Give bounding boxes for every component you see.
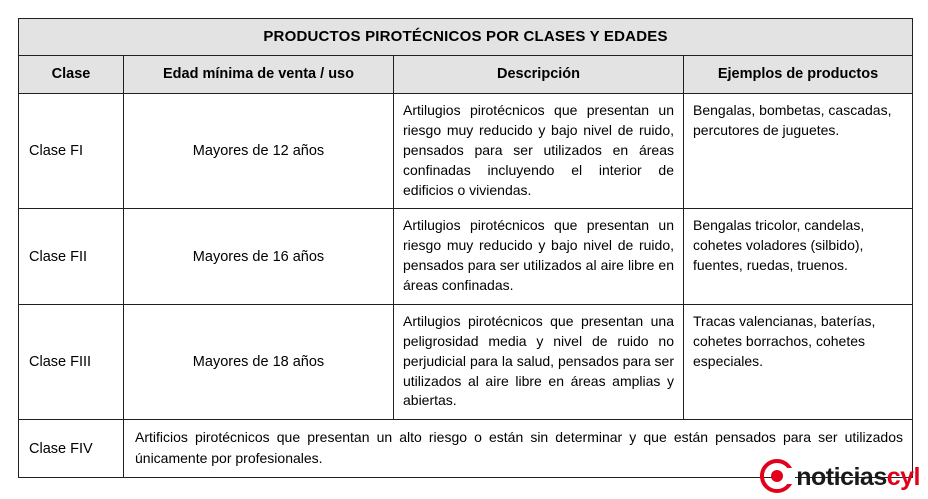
column-header-descripcion: Descripción	[394, 56, 684, 94]
watermark-name: noticias	[796, 462, 887, 491]
watermark-suffix: cyl	[886, 462, 920, 491]
table-row	[19, 420, 913, 478]
cell-descripcion: Artilugios pirotécnicos que presentan un riesgo muy reducido y bajo nivel de ruido, pensados para ser utilizados al aire libre en áreas confinadas.	[394, 209, 684, 305]
column-header-clase: Clase	[19, 56, 124, 94]
cell-descripcion: Artilugios pirotécnicos que presentan un riesgo muy reducido y bajo nivel de ruido, pensados para ser utilizados en áreas confinadas incluyendo el interior de edificios o viviendas.	[394, 94, 684, 209]
cell-clase: Clase FIII	[19, 304, 124, 419]
cell-ejemplos: Bengalas, bombetas, cascadas, percutores de juguetes.	[684, 94, 913, 209]
table-row	[19, 94, 913, 209]
table-header-row	[19, 56, 913, 94]
table-title-row	[19, 19, 913, 56]
cell-edad: Mayores de 18 años	[124, 304, 394, 419]
pyrotechnics-classes-table	[18, 18, 913, 478]
cell-clase: Clase FI	[19, 94, 124, 209]
cell-ejemplos: Bengalas tricolor, candelas, cohetes voladores (silbido), fuentes, ruedas, truenos.	[684, 209, 913, 305]
cell-descripcion: Artificios pirotécnicos que presentan un alto riesgo o están sin determinar y que están pensados para ser utilizados únicamente por profesionales.	[124, 420, 913, 478]
column-header-edad: Edad mínima de venta / uso	[124, 56, 394, 94]
column-header-ejemplos: Ejemplos de productos	[684, 56, 913, 94]
cell-edad: Mayores de 12 años	[124, 94, 394, 209]
cell-clase: Clase FII	[19, 209, 124, 305]
table-row	[19, 304, 913, 419]
cell-descripcion: Artilugios pirotécnicos que presentan una peligrosidad media y nivel de ruido no perjudicial para la salud, pensados para ser utilizados al aire libre en áreas amplias y abiertas.	[394, 304, 684, 419]
table-title: PRODUCTOS PIROTÉCNICOS POR CLASES Y EDADES	[19, 19, 913, 56]
cell-clase: Clase FIV	[19, 420, 124, 478]
cell-ejemplos: Tracas valencianas, baterías, cohetes borrachos, cohetes especiales.	[684, 304, 913, 419]
table-row	[19, 209, 913, 305]
cell-edad: Mayores de 16 años	[124, 209, 394, 305]
